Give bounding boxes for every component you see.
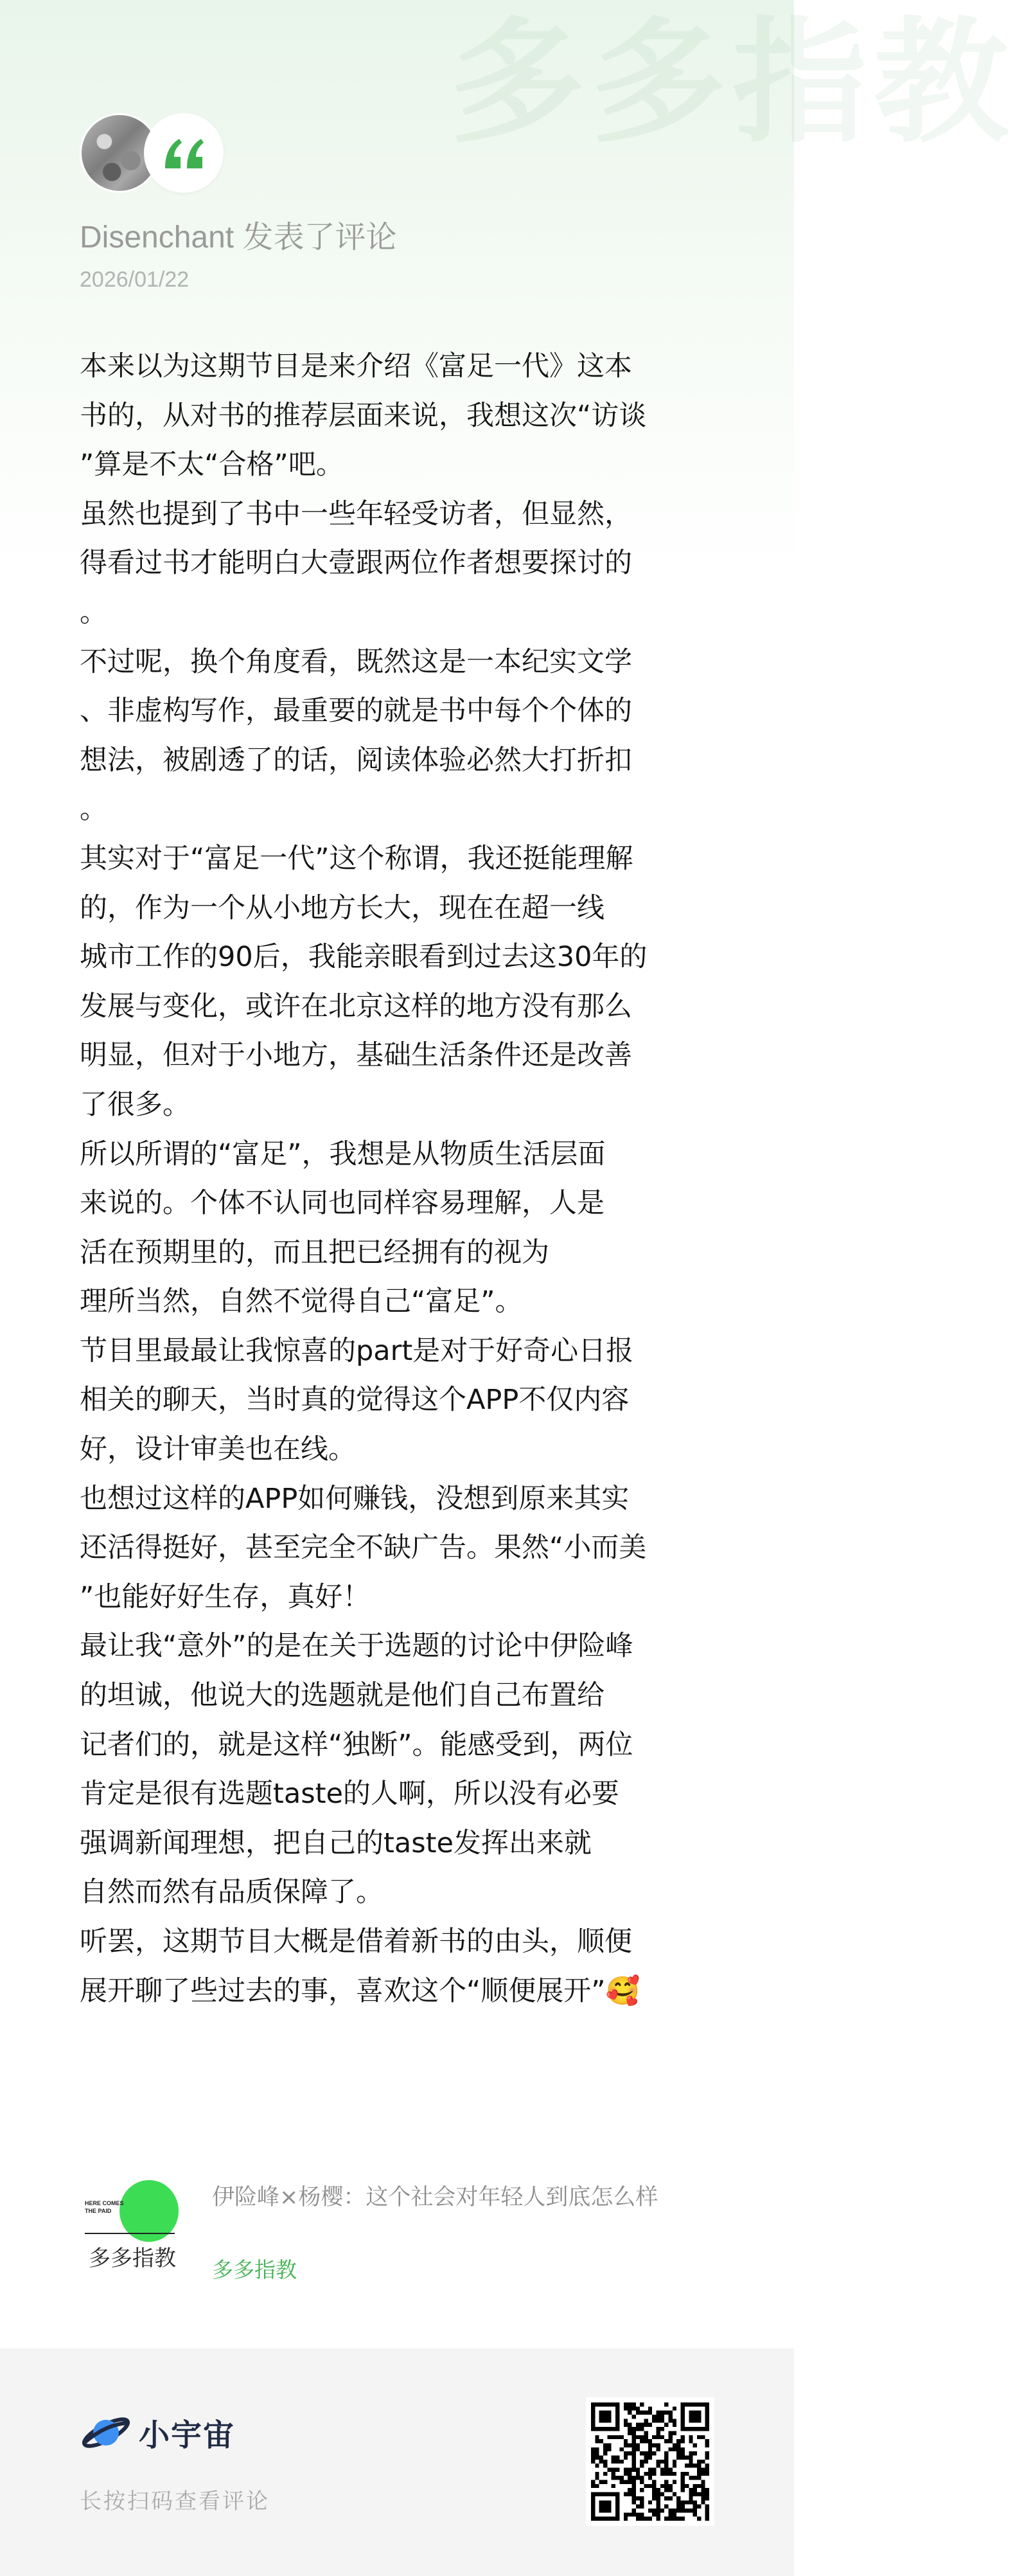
comment-line: 其实对于“富足一代”这个称谓，我还挺能理解 [80, 842, 633, 875]
cover-small-text: HERE COMES THE PAID [85, 2200, 124, 2214]
comment-line: 、非虚构写作，最重要的就是书中每个个体的 [80, 695, 632, 728]
comment-line: 虽然也提到了书中一些年轻受访者，但显然， [80, 497, 632, 530]
avatar-group [80, 113, 234, 197]
comment-line: 也想过这样的APP如何赚钱，没想到原来其实 [80, 1482, 630, 1515]
author-line [80, 212, 396, 256]
comment-line: 想法，被剧透了的话，阅读体验必然大打折扣 [80, 744, 632, 776]
comment-line: 理所当然，自然不觉得自己“富足”。 [80, 1285, 523, 1318]
comment-line: 明显，但对于小地方，基础生活条件还是改善 [80, 1039, 632, 1072]
qr-code-image [591, 2402, 709, 2521]
watermark: 多多指教 [450, 4, 1015, 161]
quote-badge [144, 113, 224, 193]
planet-logo-icon [80, 2411, 132, 2454]
scan-hint: 长按扫码查看评论 [80, 2489, 270, 2514]
comment-line: 节目里最最让我惊喜的part是对于好奇心日报 [80, 1334, 634, 1367]
comment-line: 肯定是很有选题taste的人啊，所以没有必要 [80, 1778, 619, 1811]
comment-line: 不过呢，换个角度看，既然这是一本纪实文学 [80, 645, 632, 678]
comment-line: 听罢，这期节目大概是借着新书的由头，顺便 [80, 1926, 632, 1958]
qr-code[interactable] [586, 2397, 714, 2526]
footer [0, 2348, 794, 2576]
comment-line: 书的，从对书的推荐层面来说，我想这次“访谈 [80, 399, 647, 432]
episode-cover [80, 2184, 184, 2280]
episode-title: 伊险峰×杨樱：这个社会对年轻人到底怎么样 [212, 2185, 658, 2210]
comment-line: 最让我“意外”的是在关于选题的讨论中伊险峰 [80, 1630, 633, 1663]
comment-line: 好，设计审美也在线。 [80, 1433, 356, 1466]
comment-line: ”算是不太“合格”吧。 [80, 449, 344, 481]
comment-line: 得看过书才能明白大壹跟两位作者想要探讨的 [80, 547, 632, 580]
comment-line: 来说的。个体不认同也同样容易理解，人是 [80, 1187, 605, 1220]
brand [80, 2410, 235, 2455]
comment-line: 还活得挺好，甚至完全不缺广告。果然“小而美 [80, 1532, 647, 1564]
comment-line: ”也能好好生存，真好！ [80, 1580, 371, 1613]
comment-line: 城市工作的90后，我能亲眼看到过去这30年的 [80, 941, 648, 974]
comment-line: 强调新闻理想，把自己的taste发挥出来就 [80, 1827, 592, 1859]
comment-body [80, 342, 716, 2016]
comment-line: 。 [80, 596, 107, 629]
cover-rule [85, 2233, 175, 2234]
podcast-name: 多多指教 [212, 2257, 297, 2282]
action-text: 发表了评论 [234, 220, 397, 255]
comment-line: 的，作为一个从小地方长大，现在在超一线 [80, 891, 605, 924]
comment-line: 自然而然有品质保障了。 [80, 1876, 384, 1909]
brand-name: 小宇宙 [139, 2417, 236, 2453]
comment-line: 发展与变化，或许在北京这样的地方没有那么 [80, 990, 632, 1023]
comment-line: 活在预期里的，而且把已经拥有的视为 [80, 1236, 549, 1269]
comment-line: 了很多。 [80, 1088, 190, 1121]
author-name[interactable]: Disenchant [80, 220, 234, 255]
quote-icon [163, 136, 205, 170]
comment-line: 本来以为这期节目是来介绍《富足一代》这本 [80, 350, 632, 382]
episode-card[interactable] [80, 2169, 722, 2284]
comment-date: 2026/01/22 [80, 267, 190, 292]
cover-title: 多多指教 [89, 2246, 176, 2271]
comment-line: 。 [80, 793, 107, 826]
comment-line: 的坦诚，他说大的选题就是他们自己布置给 [80, 1679, 605, 1712]
comment-line: 所以所谓的“富足”，我想是从物质生活层面 [80, 1138, 606, 1170]
comment-line: 记者们的，就是这样“独断”。能感受到，两位 [80, 1728, 633, 1761]
comment-line: 相关的聊天，当时真的觉得这个APP不仅内容 [80, 1384, 630, 1417]
comment-line: 展开聊了些过去的事，喜欢这个“顺便展开”🥰 [80, 1974, 640, 2007]
